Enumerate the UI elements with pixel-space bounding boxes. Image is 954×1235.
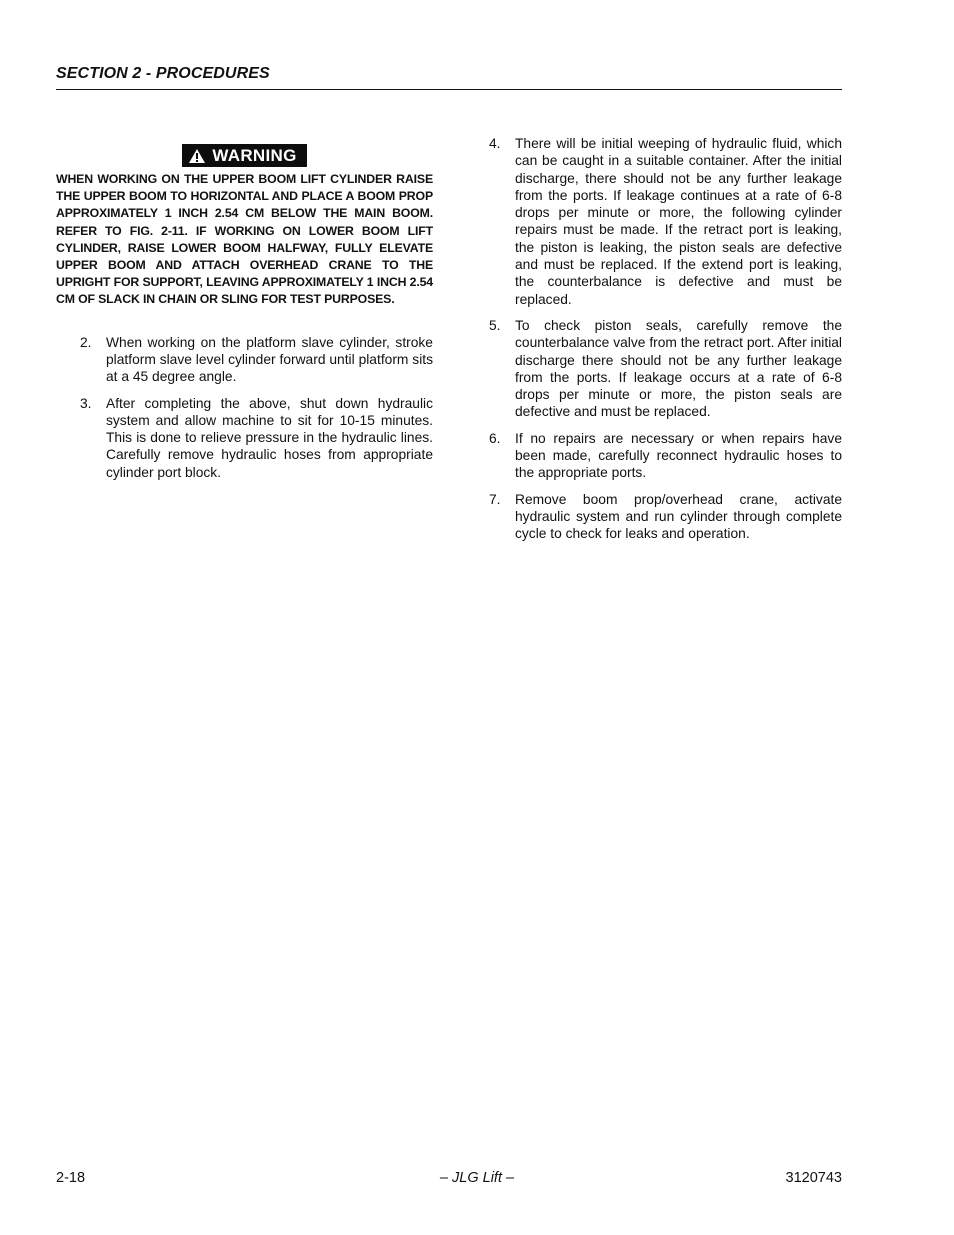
list-item bbox=[80, 395, 433, 481]
warning-banner bbox=[56, 144, 433, 168]
step-number: 6. bbox=[489, 430, 501, 446]
warning-badge bbox=[182, 144, 306, 167]
step-number: 2. bbox=[80, 334, 92, 350]
warning-triangle-icon bbox=[188, 148, 206, 164]
step-text: When working on the platform slave cylinder, stroke platform slave level cylinder forward until platform sits at a 45 degree angle. bbox=[106, 334, 433, 385]
section-title: SECTION 2 - PROCEDURES bbox=[56, 65, 270, 82]
list-item bbox=[489, 430, 842, 482]
step-text: Remove boom prop/overhead crane, activate hydraulic system and run cylinder through complete cycle to check for leaks and operation. bbox=[515, 491, 842, 542]
step-number: 5. bbox=[489, 317, 501, 333]
document-number: 3120743 bbox=[785, 1170, 842, 1186]
step-text: There will be initial weeping of hydraulic fluid, which can be caught in a suitable container. After the initial discharge, there should not be any further leakage from the ports. If leakage continues at a rate of 6-8 drops per minute or more, the following cylinder repairs must be made. If the retract port is leaking, the piston is leaking, the piston seals are defective and must be replaced. If the extend port is leaking, the counterbalance is defective and must be replaced. bbox=[515, 136, 842, 307]
list-item bbox=[489, 491, 842, 543]
steps-list-right bbox=[489, 135, 842, 543]
right-column bbox=[489, 135, 842, 552]
footer-brand: – JLG Lift – bbox=[439, 1170, 515, 1186]
step-number: 7. bbox=[489, 491, 501, 507]
step-text: After completing the above, shut down hydraulic system and allow machine to sit for 10-15 minutes. This is done to relieve pressure in the hydraulic lines. Carefully remove hydraulic hoses from appropriate cylinder port block. bbox=[106, 395, 433, 480]
header-rule bbox=[56, 89, 842, 90]
warning-label: WARNING bbox=[212, 145, 297, 165]
list-item bbox=[80, 334, 433, 386]
step-number: 4. bbox=[489, 136, 501, 151]
list-item bbox=[489, 317, 842, 421]
steps-list-left bbox=[56, 334, 433, 481]
left-column bbox=[56, 144, 433, 490]
list-item bbox=[489, 135, 842, 308]
page-number: 2-18 bbox=[56, 1170, 86, 1186]
step-text: To check piston seals, carefully remove the counterbalance valve from the retract port. After initial discharge there should not be any further leakage from the ports. If leakage occurs at a rate of 6-8 drops per minute or more, the piston seals are defective and must be replaced. bbox=[515, 317, 842, 420]
step-number: 3. bbox=[80, 395, 92, 411]
warning-text: WHEN WORKING ON THE UPPER BOOM LIFT CYLINDER RAISE THE UPPER BOOM TO HORIZONTAL AND PLACE A BOOM PROP APPROXIMATELY 1 INCH 2.54 CM BELOW THE MAIN BOOM. REFER TO FIG. 2-11. IF WORKING ON LOWER BOOM LIFT CYLINDER, RAISE LOWER BOOM HALFWAY, FULLY ELEVATE UPPER BOOM AND ATTACH OVERHEAD CRANE TO THE UPRIGHT FOR SUPPORT, LEAVING APPROXIMATELY 1 INCH 2.54 CM OF SLACK IN CHAIN OR SLING FOR TEST PURPOSES. bbox=[56, 172, 433, 307]
step-text: If no repairs are necessary or when repairs have been made, carefully reconnect hydraulic hoses to the appropriate ports. bbox=[515, 430, 842, 481]
